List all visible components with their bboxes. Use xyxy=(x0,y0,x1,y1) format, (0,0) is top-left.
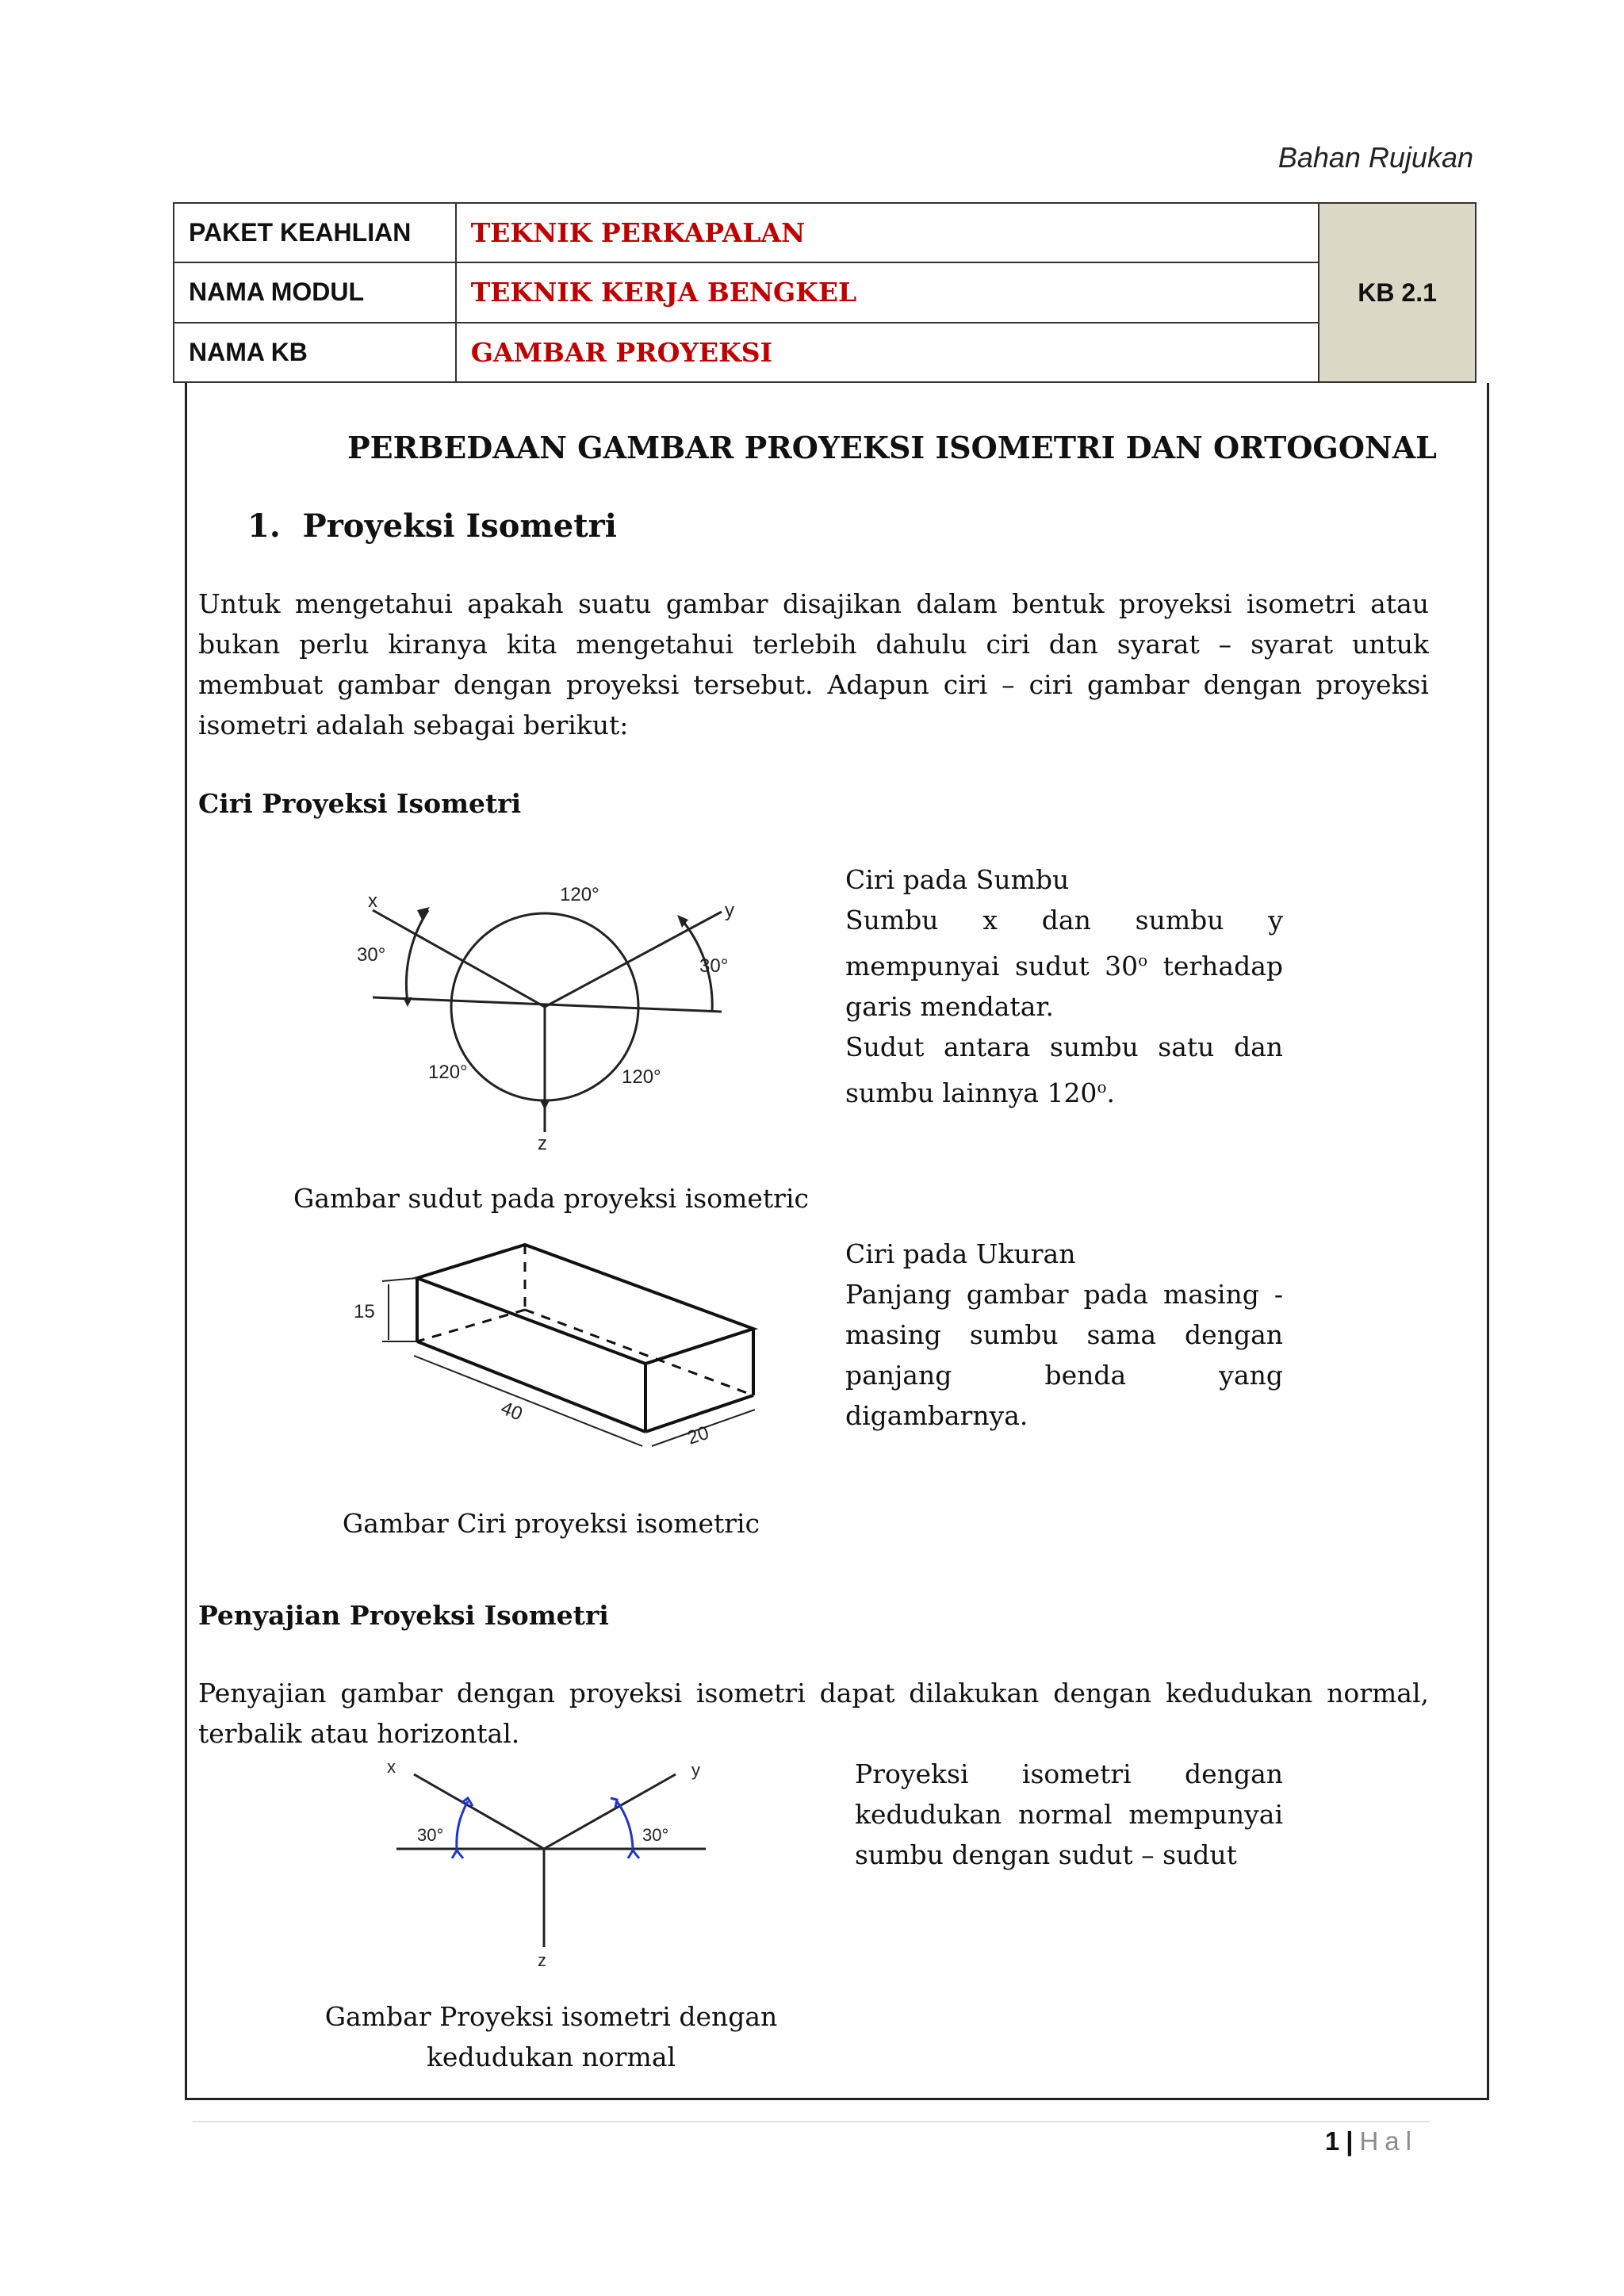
label-paket-keahlian: PAKET KEAHLIAN xyxy=(174,203,456,262)
figure-1-caption: Gambar sudut pada proyeksi isometric xyxy=(293,1183,809,1214)
axis-y-line xyxy=(545,912,722,1007)
ciri-sumbu-text xyxy=(845,859,1283,1113)
label-angle-bottom-right: 120° xyxy=(622,1066,661,1088)
footer-separator: | xyxy=(1346,2126,1354,2156)
label-z: z xyxy=(538,1133,547,1154)
section-number: 1. xyxy=(247,507,281,545)
isometric-normal-figure xyxy=(381,1757,722,1971)
figure-3-caption-line2: kedudukan normal xyxy=(426,2042,676,2072)
intro-paragraph: Untuk mengetahui apakah suatu gambar disajikan dalam bentuk proyeksi isometri atau bukan perlu kiranya kita mengetahui terlebih dahulu ciri dan syarat – syarat untuk membuat gambar dengan proyeksi tersebut. Adapun ciri – ciri gambar dengan proyeksi isometri adalah sebagai berikut: xyxy=(198,588,1429,740)
header-reference: Bahan Rujukan xyxy=(1277,141,1473,174)
label-width: 20 xyxy=(684,1422,712,1449)
figure-3-caption-line1: Gambar Proyeksi isometri dengan xyxy=(324,2001,778,2032)
page-number: 1 xyxy=(1324,2126,1340,2156)
penyajian-heading: Penyajian Proyeksi Isometri xyxy=(198,1600,609,1631)
isometric-box-figure xyxy=(341,1237,769,1475)
ciri-ukuran-text xyxy=(845,1234,1283,1436)
axis-x-line xyxy=(373,910,545,1007)
label-y: y xyxy=(725,900,734,921)
label-x: x xyxy=(368,890,377,912)
arc-left xyxy=(406,910,428,1002)
value-paket-keahlian: TEKNIK PERKAPALAN xyxy=(456,203,1320,262)
label-angle-bottom-left: 120° xyxy=(428,1062,468,1083)
label-height: 15 xyxy=(354,1301,375,1322)
label-length: 40 xyxy=(497,1397,526,1425)
label-angle-left: 30° xyxy=(357,944,386,966)
ciri-sumbu-title: Ciri pada Sumbu xyxy=(845,864,1070,895)
penyajian-paragraph: Penyajian gambar dengan proyeksi isometri dapat dilakukan dengan kedudukan normal, terbalik atau horizontal. xyxy=(198,1678,1429,1749)
ciri-sumbu-line1: Sumbu x dan sumbu y mempunyai sudut 30$^o$ terhadap garis mendatar. xyxy=(845,905,1283,1022)
box-top xyxy=(417,1245,753,1364)
ciri-sumbu-line2: Sudut antara sumbu satu dan sumbu lainnya 120$^o$. xyxy=(845,1031,1283,1108)
page-label: Hal xyxy=(1359,2126,1418,2156)
table-row xyxy=(174,262,1476,322)
penyajian-side-text: Proyeksi isometri dengan kedudukan normal mempunyai sumbu dengan sudut – sudut xyxy=(855,1758,1283,1870)
page-footer xyxy=(1325,2126,1418,2156)
ciri-ukuran-body: Panjang gambar pada masing - masing sumbu sama dengan panjang benda yang digambarnya. xyxy=(845,1279,1283,1431)
section-heading xyxy=(247,507,617,545)
table-row xyxy=(174,323,1476,382)
ciri-heading: Ciri Proyeksi Isometri xyxy=(198,788,522,819)
horizontal-line xyxy=(373,997,722,1012)
value-nama-modul: TEKNIK KERJA BENGKEL xyxy=(456,262,1320,322)
label-angle-left: 30° xyxy=(417,1825,444,1845)
isometric-angle-figure xyxy=(341,878,737,1164)
label-z: z xyxy=(538,1950,546,1970)
module-info-table xyxy=(173,202,1477,383)
table-row xyxy=(174,203,1476,262)
section-title: Proyeksi Isometri xyxy=(302,507,617,545)
label-angle-right: 30° xyxy=(642,1825,669,1845)
label-angle-right: 30° xyxy=(699,955,729,977)
label-nama-kb: NAMA KB xyxy=(174,323,456,382)
kb-code: KB 2.1 xyxy=(1319,203,1476,382)
ciri-ukuran-title: Ciri pada Ukuran xyxy=(845,1238,1076,1269)
figure-2-caption: Gambar Ciri proyeksi isometric xyxy=(342,1508,760,1539)
value-nama-kb: GAMBAR PROYEKSI xyxy=(456,323,1320,382)
figure-3-caption xyxy=(270,1996,833,2077)
label-nama-modul: NAMA MODUL xyxy=(174,262,456,322)
footer-divider xyxy=(193,2121,1430,2122)
document-title: PERBEDAAN GAMBAR PROYEKSI ISOMETRI DAN ORTOGONAL xyxy=(347,430,1437,465)
label-angle-top: 120° xyxy=(560,884,599,905)
label-x: x xyxy=(387,1757,396,1777)
label-y: y xyxy=(691,1760,700,1780)
